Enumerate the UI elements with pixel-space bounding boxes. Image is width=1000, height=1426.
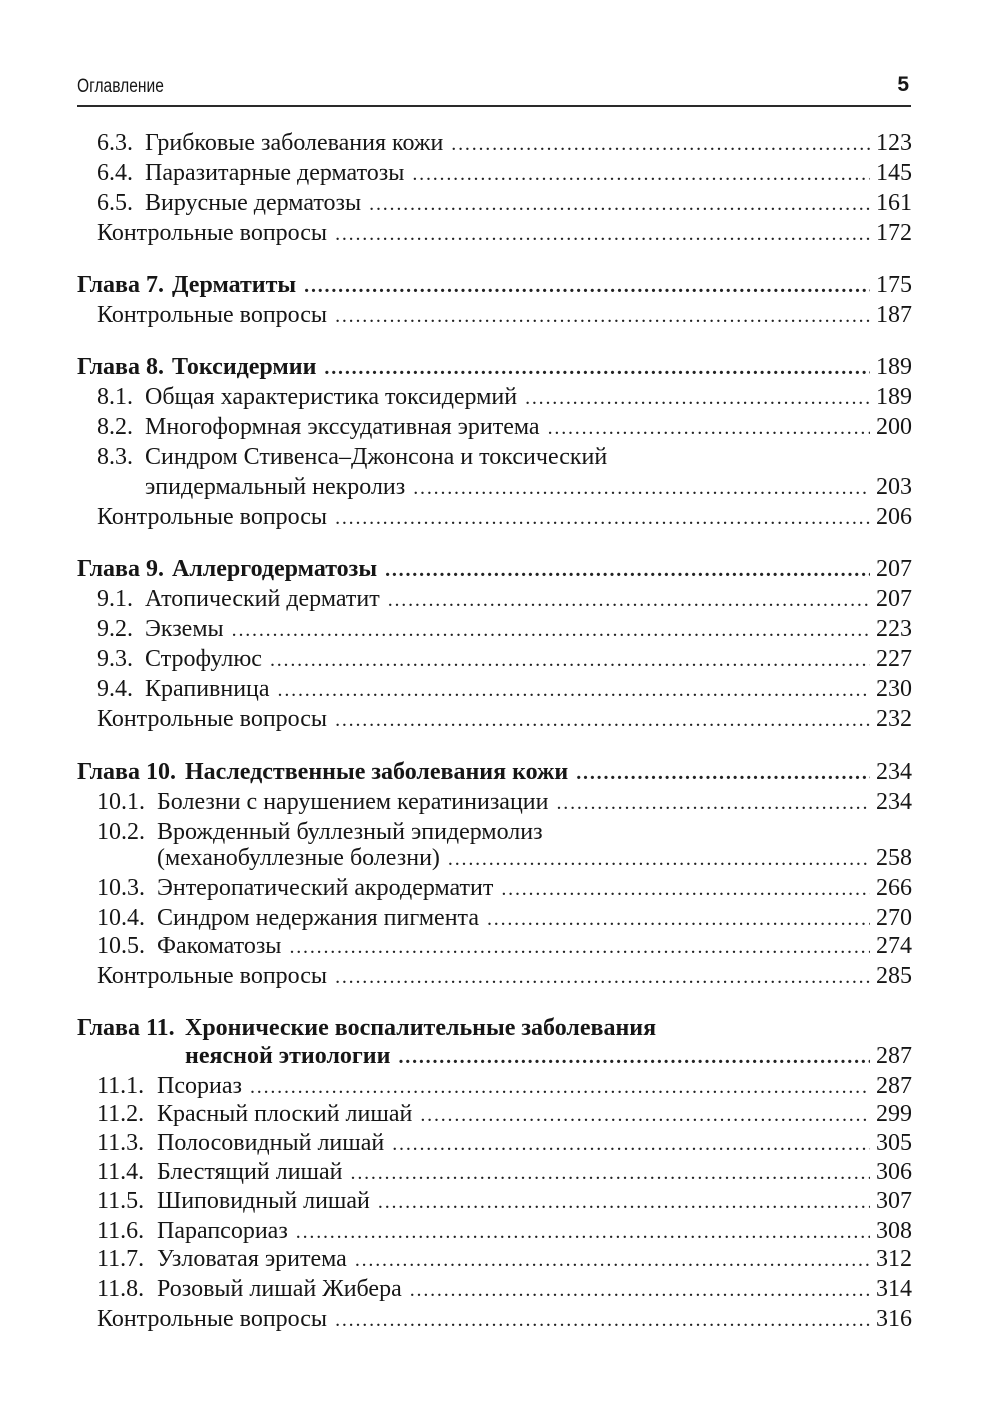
toc-section-entry[interactable]: [97, 1071, 912, 1101]
toc-section-entry[interactable]: [97, 674, 912, 704]
toc-entry-number: 10.2.: [97, 819, 145, 845]
toc-section-entry[interactable]: [97, 188, 912, 218]
toc-entry-number: Глава 10.: [77, 759, 176, 785]
toc-entry-number: 9.4.: [97, 676, 133, 702]
toc-entry-number: 8.1.: [97, 384, 133, 410]
toc-entry-page: 307: [876, 1188, 912, 1214]
toc-entry-title: Вирусные дерматозы: [145, 190, 362, 216]
toc-entry-number: Глава 7.: [77, 272, 164, 298]
toc-questions-entry[interactable]: [97, 502, 912, 532]
toc-entry-number: 8.2.: [97, 414, 133, 440]
toc-entry-number: 10.3.: [97, 875, 145, 901]
dot-leader: [410, 1275, 870, 1305]
toc-entry-title: Факоматозы: [157, 933, 282, 959]
toc-entry-page: 227: [876, 646, 912, 672]
toc-entry-title: Грибковые заболевания кожи: [145, 130, 444, 156]
dot-leader: [548, 413, 870, 443]
toc-entry-title: Узловатая эритема: [157, 1246, 347, 1272]
dot-leader: [369, 189, 870, 219]
toc-entry-title: Контрольные вопросы: [97, 302, 328, 328]
toc-entry-title: Парапсориаз: [157, 1218, 288, 1244]
dot-leader: [351, 1158, 870, 1188]
toc-entry-number: 8.3.: [97, 444, 133, 470]
toc-entry-page: 223: [876, 616, 912, 642]
toc-entry-title: Псориаз: [157, 1073, 242, 1099]
toc-chapter-entry[interactable]: [77, 352, 912, 382]
dot-leader: [270, 645, 870, 675]
toc-entry-title: Токсидермии: [172, 354, 317, 380]
toc-chapter-entry-continuation[interactable]: [185, 1041, 912, 1071]
toc-entry-number: Глава 8.: [77, 354, 164, 380]
dot-leader: [385, 555, 870, 585]
toc-entry-title: Синдром недержания пигмента: [157, 905, 479, 931]
toc-entry-number: 10.4.: [97, 905, 145, 931]
toc-entry-page: 270: [876, 905, 912, 931]
toc-entry-number: Глава 11.: [77, 1015, 175, 1041]
toc-entry-title: Контрольные вопросы: [97, 706, 328, 732]
toc-entry-number: 11.8.: [97, 1276, 145, 1302]
toc-entry-number: 11.7.: [97, 1246, 145, 1272]
toc-entry-number: 11.5.: [97, 1188, 145, 1214]
toc-chapter-entry[interactable]: [77, 554, 912, 584]
toc-entry-number: 10.5.: [97, 933, 145, 959]
dot-leader: [335, 301, 870, 331]
toc-entry-page: 274: [876, 933, 912, 959]
toc-section-entry[interactable]: [97, 382, 912, 412]
toc-entry-page: 203: [876, 474, 912, 500]
dot-leader: [525, 383, 870, 413]
running-header: [77, 73, 911, 107]
toc-questions-entry[interactable]: [97, 961, 912, 991]
toc-section-entry[interactable]: [97, 873, 912, 903]
toc-entry-number: 6.4.: [97, 160, 133, 186]
dot-leader: [278, 675, 870, 705]
toc-section-entry[interactable]: [97, 1157, 912, 1187]
toc-entry-page: 308: [876, 1218, 912, 1244]
toc-entry-title: Аллергодерматозы: [172, 556, 378, 582]
toc-section-entry[interactable]: [97, 614, 912, 644]
toc-section-entry[interactable]: [97, 644, 912, 674]
toc-section-entry-continuation[interactable]: [145, 472, 912, 502]
toc-entry-page: 172: [876, 220, 912, 246]
toc-entry-page: 234: [876, 789, 912, 815]
toc-entry-title: Контрольные вопросы: [97, 504, 328, 530]
toc-section-entry[interactable]: [97, 1216, 912, 1246]
toc-entry-page: 145: [876, 160, 912, 186]
toc-entry-title: Многоформная экссудативная эритема: [145, 414, 540, 440]
toc-entry-title: Полосовидный лишай: [157, 1130, 385, 1156]
toc-entry-title: Дерматиты: [172, 272, 297, 298]
toc-entry-number: 11.2.: [97, 1101, 145, 1127]
toc-entry-title: Крапивница: [145, 676, 270, 702]
toc-entry-page: 189: [876, 384, 912, 410]
toc-entry-page: 187: [876, 302, 912, 328]
toc-section-entry[interactable]: [97, 158, 912, 188]
toc-chapter-entry[interactable]: [77, 270, 912, 300]
dot-leader: [576, 758, 870, 788]
dot-leader: [392, 1129, 870, 1159]
toc-questions-entry[interactable]: [97, 300, 912, 330]
toc-section-entry[interactable]: [97, 1274, 912, 1304]
toc-entry-page: 123: [876, 130, 912, 156]
toc-section-entry[interactable]: [97, 903, 912, 933]
toc-entry-title: Паразитарные дерматозы: [145, 160, 405, 186]
dot-leader: [355, 1245, 870, 1275]
toc-entry-page: 314: [876, 1276, 912, 1302]
toc-entry-number: 11.3.: [97, 1130, 145, 1156]
dot-leader: [501, 874, 870, 904]
toc-questions-entry[interactable]: [97, 218, 912, 248]
toc-entry-title: Розовый лишай Жибера: [157, 1276, 402, 1302]
toc-section-entry[interactable]: [97, 412, 912, 442]
toc-entry-number: 6.3.: [97, 130, 133, 156]
toc-entry-page: 258: [876, 845, 912, 871]
dot-leader: [335, 1305, 870, 1335]
dot-leader: [388, 585, 870, 615]
toc-chapter-entry[interactable]: [77, 757, 912, 787]
toc-entry-number: 11.1.: [97, 1073, 145, 1099]
toc-entry-number: 9.3.: [97, 646, 133, 672]
dot-leader: [448, 844, 870, 874]
toc-entry-title: Врожденный буллезный эпидермолиз: [157, 819, 543, 845]
dot-leader: [556, 788, 870, 818]
toc-entry-page: 306: [876, 1159, 912, 1185]
toc-entry-page: 305: [876, 1130, 912, 1156]
dot-leader: [335, 705, 870, 735]
toc-entry-page: 287: [876, 1073, 912, 1099]
dot-leader: [487, 904, 870, 934]
dot-leader: [289, 932, 870, 962]
toc-entry-page: 207: [876, 556, 912, 582]
dot-leader: [413, 473, 870, 503]
dot-leader: [378, 1187, 870, 1217]
toc-entry-title: Строфулюс: [145, 646, 262, 672]
toc-entry-page: 234: [876, 759, 912, 785]
dot-leader: [335, 503, 870, 533]
dot-leader: [451, 129, 870, 159]
toc-entry-page: 287: [876, 1043, 912, 1069]
toc-entry-page: 316: [876, 1306, 912, 1332]
dot-leader: [324, 353, 870, 383]
toc-entry-page: 189: [876, 354, 912, 380]
dot-leader: [335, 219, 870, 249]
toc-section-entry[interactable]: [97, 442, 912, 472]
toc-entry-title: Контрольные вопросы: [97, 1306, 328, 1332]
toc-entry-number: 11.6.: [97, 1218, 145, 1244]
toc-entry-title: Контрольные вопросы: [97, 220, 328, 246]
dot-leader: [412, 159, 870, 189]
toc-entry-number: 9.1.: [97, 586, 133, 612]
toc-section-entry[interactable]: [97, 1128, 912, 1158]
toc-entry-title: Атопический дерматит: [145, 586, 380, 612]
toc-entry-page: 200: [876, 414, 912, 440]
dot-leader: [250, 1072, 870, 1102]
toc-entry-title: Блестящий лишай: [157, 1159, 343, 1185]
toc-questions-entry[interactable]: [97, 704, 912, 734]
toc-entry-page: 175: [876, 272, 912, 298]
toc-entry-title: (механобуллезные болезни): [157, 845, 440, 871]
toc-section-entry[interactable]: [97, 584, 912, 614]
toc-entry-page: 299: [876, 1101, 912, 1127]
toc-entry-page: 232: [876, 706, 912, 732]
toc-entry-number: 11.4.: [97, 1159, 145, 1185]
toc-questions-entry[interactable]: [97, 1304, 912, 1334]
dot-leader: [420, 1100, 870, 1130]
toc-entry-title: Общая характеристика токсидермий: [145, 384, 518, 410]
toc-entry-page: 206: [876, 504, 912, 530]
toc-section-entry[interactable]: [97, 931, 912, 961]
toc-entry-title: неясной этиологии: [185, 1043, 391, 1069]
toc-entry-number: 9.2.: [97, 616, 133, 642]
toc-entry-page: 266: [876, 875, 912, 901]
dot-leader: [304, 271, 870, 301]
toc-entry-page: 312: [876, 1246, 912, 1272]
dot-leader: [232, 615, 870, 645]
running-header-title: Оглавление: [77, 76, 164, 97]
toc-entry-page: 230: [876, 676, 912, 702]
dot-leader: [398, 1042, 870, 1072]
toc-entry-page: 207: [876, 586, 912, 612]
toc-section-entry[interactable]: [97, 1244, 912, 1274]
toc-section-entry[interactable]: [97, 128, 912, 158]
toc-entry-page: 161: [876, 190, 912, 216]
toc-entry-page: 285: [876, 963, 912, 989]
toc-section-entry-continuation[interactable]: [157, 843, 912, 873]
toc-entry-title: Хронические воспалительные заболевания: [185, 1015, 657, 1041]
toc-entry-title: Контрольные вопросы: [97, 963, 328, 989]
toc-entry-title: Синдром Стивенса–Джонсона и токсический: [145, 444, 608, 470]
toc-section-entry[interactable]: [97, 1099, 912, 1129]
dot-leader: [335, 962, 870, 992]
toc-section-entry[interactable]: [97, 1186, 912, 1216]
toc-entry-title: Красный плоский лишай: [157, 1101, 413, 1127]
toc-entry-title: Болезни с нарушением кератинизации: [157, 789, 549, 815]
toc-entry-title: эпидермальный некролиз: [145, 474, 406, 500]
toc-entry-title: Шиповидный лишай: [157, 1188, 370, 1214]
toc-entry-number: 10.1.: [97, 789, 145, 815]
toc-entry-title: Энтеропатический акродерматит: [157, 875, 494, 901]
toc-entry-title: Экземы: [145, 616, 224, 642]
toc-section-entry[interactable]: [97, 787, 912, 817]
dot-leader: [296, 1217, 870, 1247]
toc-entry-title: Наследственные заболевания кожи: [185, 759, 569, 785]
toc-entry-number: 6.5.: [97, 190, 133, 216]
toc-chapter-entry[interactable]: [77, 1013, 912, 1043]
toc-entry-number: Глава 9.: [77, 556, 164, 582]
page-number: 5: [897, 73, 909, 96]
